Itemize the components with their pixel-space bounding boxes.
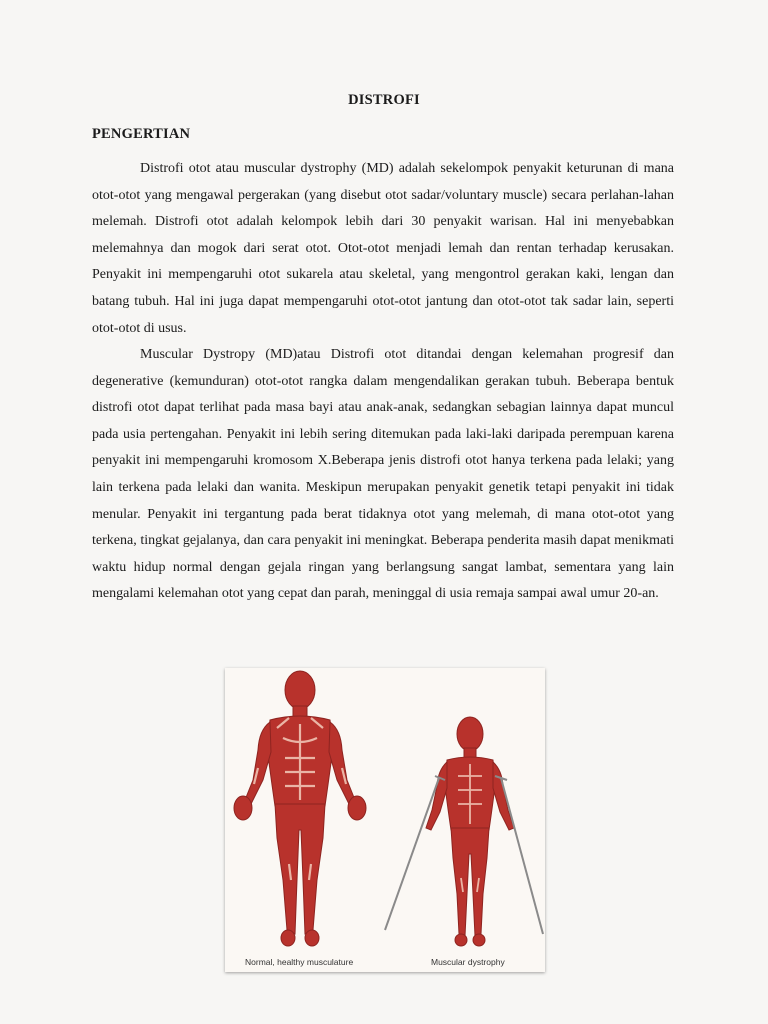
document-title: DISTROFI — [348, 92, 420, 108]
child-figure — [426, 717, 514, 946]
caption-dystrophy: Muscular dystrophy — [431, 957, 505, 967]
paragraph: Muscular Dystropy (MD)atau Distrofi otot ditandai dengan kelemahan progresif dan degenerative (kemunduran) otot-otot rangka dalam mengendalikan gerakan tubuh. Beberapa bentuk distrofi otot dapat terlihat pada masa bayi atau anak-anak, sedangkan sebagian lainnya dapat muncul pada usia pertengahan. Penyakit ini lebih sering ditemukan pada laki-laki daripada perempuan karena penyakit ini mempengaruhi kromosom X.Beberapa jenis distrofi otot hanya terkena pada lelaki; yang lain terkena pada lelaki dan wanita. Meskipun merupakan penyakit genetik tetapi penyakit ini tidak menular. Penyakit ini tergantung pada berat tidaknya otot yang melemah, di mana otot-otot yang terkena, tingkat gejalanya, dan cara penyakit ini meningkat. Beberapa penderita masih dapat menikmati waktu hidup normal dengan gejala ringan yang berlangsung sangat lambat, sementara yang lain mengalami kelemahan otot yang cepat dan parah, meninggal di usia remaja sampai awal umur 20-an. — [92, 347, 674, 602]
muscle-illustration — [225, 668, 545, 972]
paragraph: Distrofi otot atau muscular dystrophy (MD) adalah sekelompok penyakit keturunan di mana otot-otot yang mengawal pergerakan (yang disebut otot sadar/voluntary muscle) secara perlahan-lahan melemah. Distrofi otot adalah kelompok lebih dari 30 penyakit warisan. Hal ini menyebabkan melemahnya dan mogok dari serat otot. Otot-otot menjadi lemah dan rentan terhadap kerusakan. Penyakit ini mempengaruhi otot sukarela atau skeletal, yang mengontrol gerakan kaki, lengan dan batang tubuh. Hal ini juga dapat mempengaruhi otot-otot jantung dan otot-otot tak sadar lain, seperti otot-otot di usus. — [92, 161, 674, 336]
caption-normal: Normal, healthy musculature — [245, 957, 354, 967]
adult-figure — [234, 671, 366, 946]
musculature-drawing — [225, 668, 545, 972]
section-heading: PENGERTIAN — [92, 126, 191, 142]
